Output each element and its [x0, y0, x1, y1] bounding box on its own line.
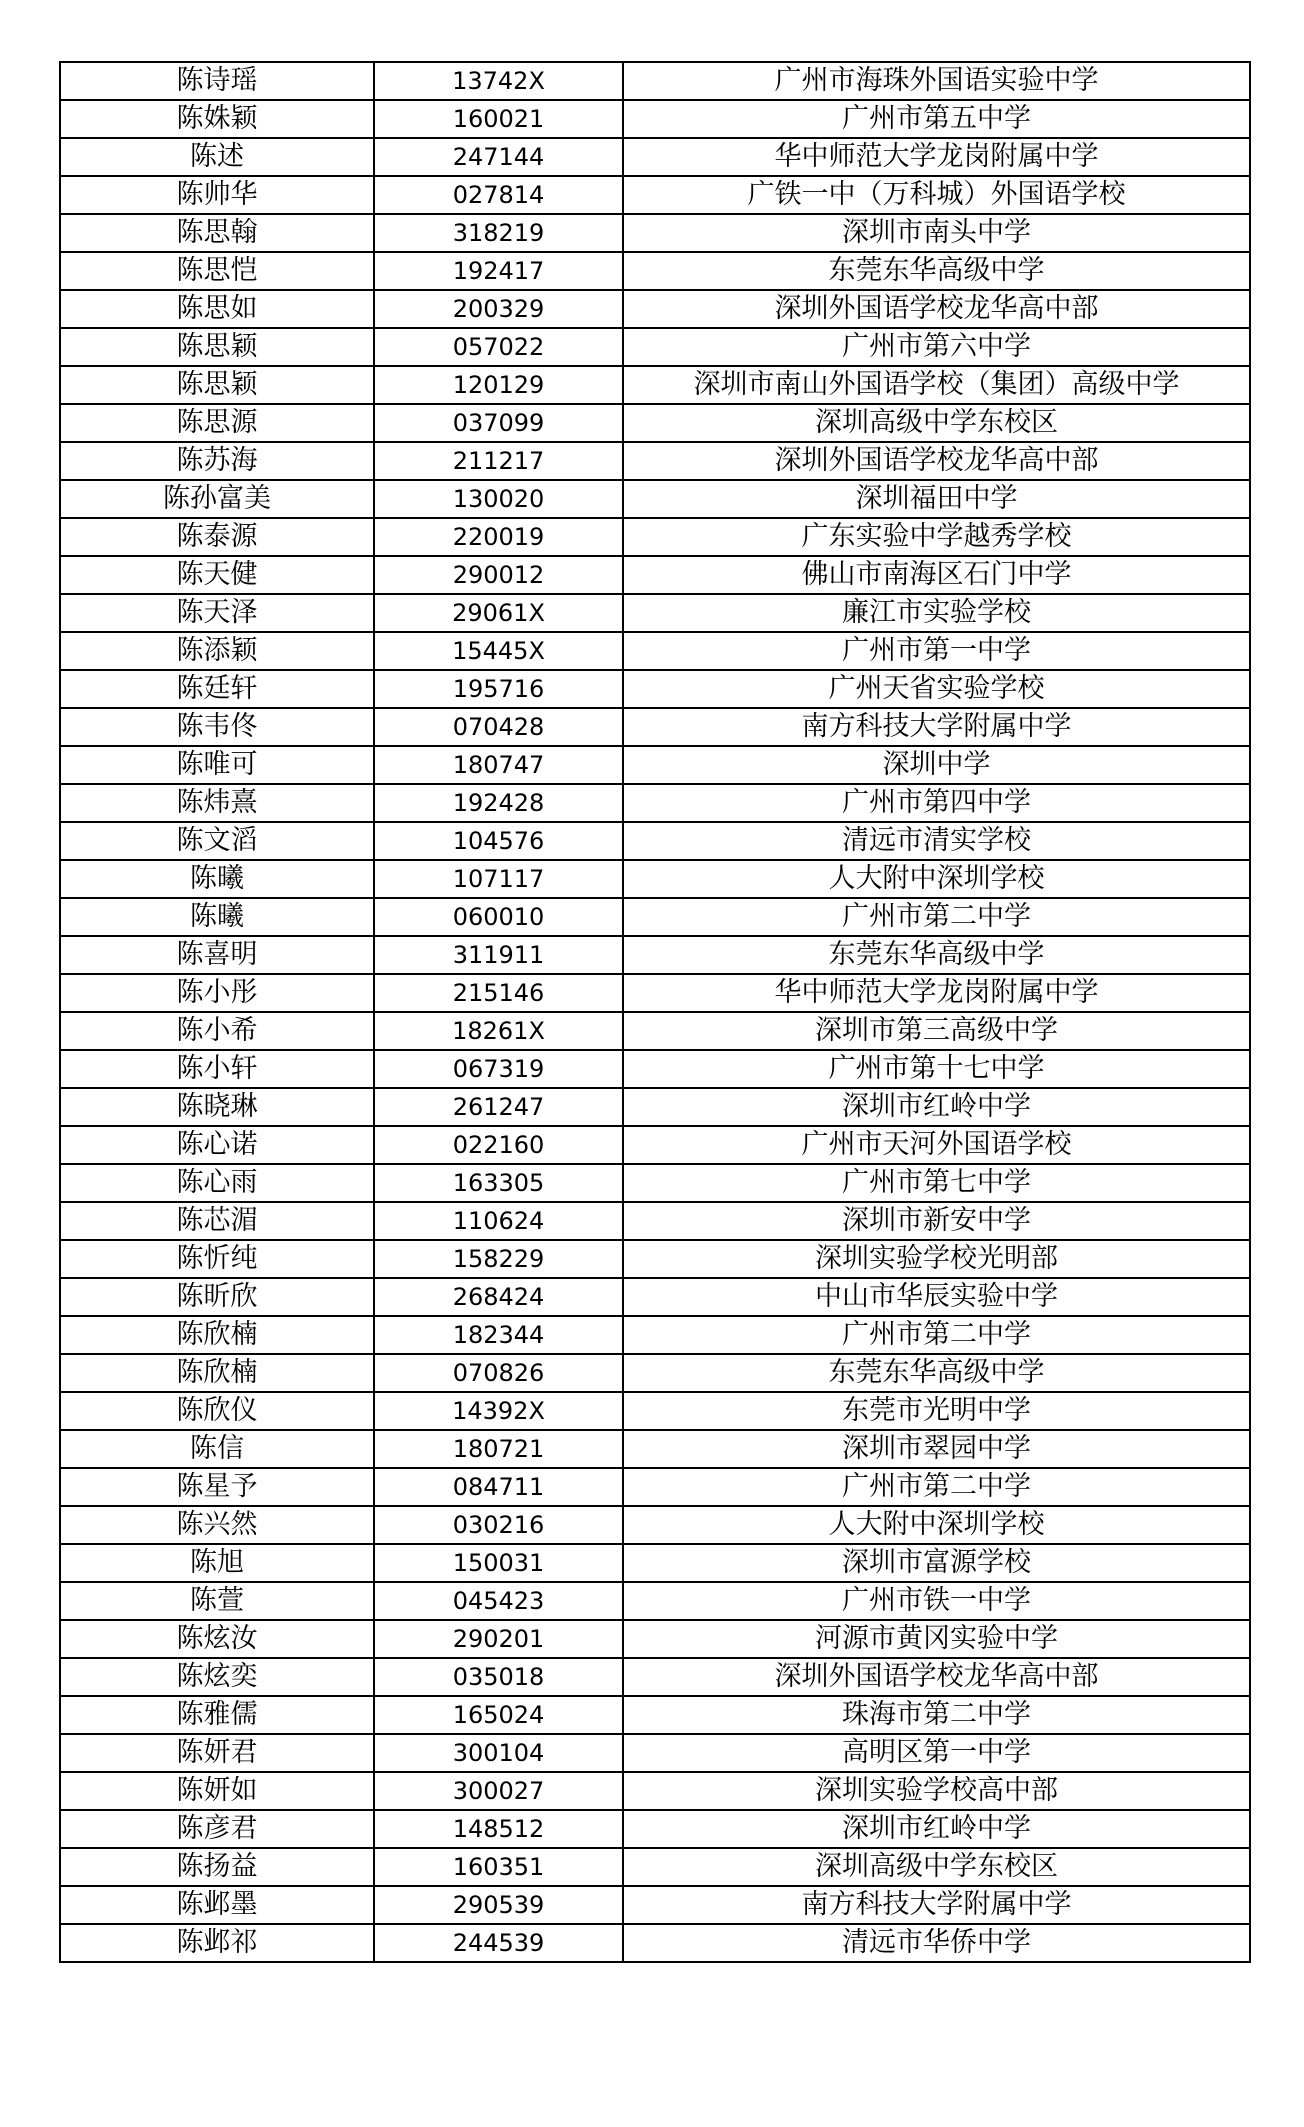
table-row: [60, 708, 1250, 746]
school-cell: 深圳高级中学东校区: [623, 1848, 1250, 1886]
student-name-cell: 陈欣楠: [60, 1316, 374, 1354]
student-name-cell: 陈小轩: [60, 1050, 374, 1088]
table-row: [60, 974, 1250, 1012]
school-cell: 高明区第一中学: [623, 1734, 1250, 1772]
table-row: [60, 290, 1250, 328]
student-name-cell: 陈萱: [60, 1582, 374, 1620]
student-id-cell: 211217: [374, 442, 623, 480]
student-id-cell: 268424: [374, 1278, 623, 1316]
table-row: [60, 556, 1250, 594]
student-name-cell: 陈思源: [60, 404, 374, 442]
student-id-cell: 300104: [374, 1734, 623, 1772]
student-id-cell: 200329: [374, 290, 623, 328]
table-row: [60, 746, 1250, 784]
table-row: [60, 1848, 1250, 1886]
student-id-cell: 192428: [374, 784, 623, 822]
student-id-cell: 182344: [374, 1316, 623, 1354]
table-row: [60, 1278, 1250, 1316]
table-row: [60, 1354, 1250, 1392]
student-id-cell: 244539: [374, 1924, 623, 1962]
student-name-cell: 陈苏海: [60, 442, 374, 480]
student-id-cell: 261247: [374, 1088, 623, 1126]
student-name-cell: 陈星予: [60, 1468, 374, 1506]
student-id-cell: 070826: [374, 1354, 623, 1392]
table-row: [60, 936, 1250, 974]
school-cell: 东莞东华高级中学: [623, 936, 1250, 974]
student-name-cell: 陈欣楠: [60, 1354, 374, 1392]
roster-body: [60, 62, 1250, 1962]
student-name-cell: 陈孙富美: [60, 480, 374, 518]
student-name-cell: 陈思恺: [60, 252, 374, 290]
student-name-cell: 陈添颖: [60, 632, 374, 670]
student-name-cell: 陈述: [60, 138, 374, 176]
student-name-cell: 陈文滔: [60, 822, 374, 860]
student-name-cell: 陈思翰: [60, 214, 374, 252]
table-row: [60, 1696, 1250, 1734]
table-row: [60, 1164, 1250, 1202]
table-row: [60, 594, 1250, 632]
table-row: [60, 176, 1250, 214]
school-cell: 广州市铁一中学: [623, 1582, 1250, 1620]
school-cell: 东莞东华高级中学: [623, 1354, 1250, 1392]
student-id-cell: 022160: [374, 1126, 623, 1164]
table-row: [60, 442, 1250, 480]
student-name-cell: 陈曦: [60, 860, 374, 898]
student-id-cell: 045423: [374, 1582, 623, 1620]
student-id-cell: 311911: [374, 936, 623, 974]
student-name-cell: 陈泰源: [60, 518, 374, 556]
student-name-cell: 陈小彤: [60, 974, 374, 1012]
school-cell: 广东实验中学越秀学校: [623, 518, 1250, 556]
student-id-cell: 060010: [374, 898, 623, 936]
table-row: [60, 898, 1250, 936]
school-cell: 深圳实验学校高中部: [623, 1772, 1250, 1810]
student-name-cell: 陈心诺: [60, 1126, 374, 1164]
student-id-cell: 035018: [374, 1658, 623, 1696]
student-name-cell: 陈诗瑶: [60, 62, 374, 100]
school-cell: 河源市黄冈实验中学: [623, 1620, 1250, 1658]
table-row: [60, 1924, 1250, 1962]
student-id-cell: 163305: [374, 1164, 623, 1202]
student-name-cell: 陈忻纯: [60, 1240, 374, 1278]
school-cell: 深圳市新安中学: [623, 1202, 1250, 1240]
school-cell: 深圳市翠园中学: [623, 1430, 1250, 1468]
school-cell: 深圳外国语学校龙华高中部: [623, 442, 1250, 480]
school-cell: 深圳市南头中学: [623, 214, 1250, 252]
student-name-cell: 陈小希: [60, 1012, 374, 1050]
school-cell: 广州市第四中学: [623, 784, 1250, 822]
student-id-cell: 195716: [374, 670, 623, 708]
student-id-cell: 192417: [374, 252, 623, 290]
table-row: [60, 366, 1250, 404]
student-id-cell: 120129: [374, 366, 623, 404]
student-name-cell: 陈喜明: [60, 936, 374, 974]
school-cell: 人大附中深圳学校: [623, 1506, 1250, 1544]
student-roster-table: [59, 61, 1251, 1963]
school-cell: 珠海市第二中学: [623, 1696, 1250, 1734]
table-row: [60, 1202, 1250, 1240]
student-name-cell: 陈天健: [60, 556, 374, 594]
school-cell: 广州市海珠外国语实验中学: [623, 62, 1250, 100]
school-cell: 东莞市光明中学: [623, 1392, 1250, 1430]
student-name-cell: 陈妍君: [60, 1734, 374, 1772]
student-name-cell: 陈炫奕: [60, 1658, 374, 1696]
table-row: [60, 480, 1250, 518]
school-cell: 广州市第二中学: [623, 898, 1250, 936]
student-id-cell: 290201: [374, 1620, 623, 1658]
table-row: [60, 1316, 1250, 1354]
student-name-cell: 陈邺祁: [60, 1924, 374, 1962]
school-cell: 华中师范大学龙岗附属中学: [623, 974, 1250, 1012]
school-cell: 广州市天河外国语学校: [623, 1126, 1250, 1164]
student-name-cell: 陈欣仪: [60, 1392, 374, 1430]
student-id-cell: 290012: [374, 556, 623, 594]
student-name-cell: 陈思如: [60, 290, 374, 328]
school-cell: 深圳外国语学校龙华高中部: [623, 290, 1250, 328]
table-row: [60, 860, 1250, 898]
student-id-cell: 160351: [374, 1848, 623, 1886]
student-id-cell: 148512: [374, 1810, 623, 1848]
student-id-cell: 165024: [374, 1696, 623, 1734]
school-cell: 东莞东华高级中学: [623, 252, 1250, 290]
school-cell: 广州市第五中学: [623, 100, 1250, 138]
school-cell: 深圳市第三高级中学: [623, 1012, 1250, 1050]
school-cell: 深圳市南山外国语学校（集团）高级中学: [623, 366, 1250, 404]
table-row: [60, 1430, 1250, 1468]
student-id-cell: 180747: [374, 746, 623, 784]
table-row: [60, 1126, 1250, 1164]
student-id-cell: 037099: [374, 404, 623, 442]
student-id-cell: 14392X: [374, 1392, 623, 1430]
school-cell: 清远市华侨中学: [623, 1924, 1250, 1962]
student-id-cell: 180721: [374, 1430, 623, 1468]
table-row: [60, 252, 1250, 290]
student-name-cell: 陈思颖: [60, 328, 374, 366]
table-row: [60, 1506, 1250, 1544]
student-name-cell: 陈邺墨: [60, 1886, 374, 1924]
student-name-cell: 陈廷轩: [60, 670, 374, 708]
school-cell: 深圳高级中学东校区: [623, 404, 1250, 442]
student-id-cell: 158229: [374, 1240, 623, 1278]
table-row: [60, 1240, 1250, 1278]
student-id-cell: 160021: [374, 100, 623, 138]
student-name-cell: 陈思颖: [60, 366, 374, 404]
school-cell: 广州市第二中学: [623, 1316, 1250, 1354]
table-row: [60, 1620, 1250, 1658]
table-row: [60, 1582, 1250, 1620]
student-id-cell: 067319: [374, 1050, 623, 1088]
student-name-cell: 陈炜熹: [60, 784, 374, 822]
table-row: [60, 138, 1250, 176]
school-cell: 深圳市富源学校: [623, 1544, 1250, 1582]
student-name-cell: 陈天泽: [60, 594, 374, 632]
student-name-cell: 陈唯可: [60, 746, 374, 784]
student-id-cell: 13742X: [374, 62, 623, 100]
student-id-cell: 070428: [374, 708, 623, 746]
student-id-cell: 104576: [374, 822, 623, 860]
table-row: [60, 62, 1250, 100]
school-cell: 广州市第二中学: [623, 1468, 1250, 1506]
student-name-cell: 陈彦君: [60, 1810, 374, 1848]
school-cell: 广州天省实验学校: [623, 670, 1250, 708]
table-row: [60, 1468, 1250, 1506]
table-row: [60, 632, 1250, 670]
school-cell: 广州市第六中学: [623, 328, 1250, 366]
student-id-cell: 057022: [374, 328, 623, 366]
table-row: [60, 1658, 1250, 1696]
school-cell: 南方科技大学附属中学: [623, 708, 1250, 746]
student-id-cell: 290539: [374, 1886, 623, 1924]
school-cell: 华中师范大学龙岗附属中学: [623, 138, 1250, 176]
table-row: [60, 328, 1250, 366]
table-row: [60, 670, 1250, 708]
school-cell: 深圳实验学校光明部: [623, 1240, 1250, 1278]
school-cell: 深圳市红岭中学: [623, 1088, 1250, 1126]
student-id-cell: 084711: [374, 1468, 623, 1506]
school-cell: 佛山市南海区石门中学: [623, 556, 1250, 594]
table-row: [60, 1810, 1250, 1848]
student-name-cell: 陈芯湄: [60, 1202, 374, 1240]
student-id-cell: 220019: [374, 518, 623, 556]
student-id-cell: 215146: [374, 974, 623, 1012]
table-row: [60, 1088, 1250, 1126]
student-name-cell: 陈曦: [60, 898, 374, 936]
student-id-cell: 150031: [374, 1544, 623, 1582]
student-name-cell: 陈韦佟: [60, 708, 374, 746]
student-name-cell: 陈姝颖: [60, 100, 374, 138]
table-row: [60, 822, 1250, 860]
student-name-cell: 陈晓琳: [60, 1088, 374, 1126]
student-id-cell: 15445X: [374, 632, 623, 670]
student-name-cell: 陈妍如: [60, 1772, 374, 1810]
table-row: [60, 1544, 1250, 1582]
table-row: [60, 1050, 1250, 1088]
school-cell: 中山市华辰实验中学: [623, 1278, 1250, 1316]
student-name-cell: 陈昕欣: [60, 1278, 374, 1316]
student-id-cell: 027814: [374, 176, 623, 214]
school-cell: 人大附中深圳学校: [623, 860, 1250, 898]
school-cell: 南方科技大学附属中学: [623, 1886, 1250, 1924]
student-name-cell: 陈心雨: [60, 1164, 374, 1202]
student-id-cell: 110624: [374, 1202, 623, 1240]
school-cell: 深圳外国语学校龙华高中部: [623, 1658, 1250, 1696]
student-name-cell: 陈炫汝: [60, 1620, 374, 1658]
student-name-cell: 陈帅华: [60, 176, 374, 214]
school-cell: 广铁一中（万科城）外国语学校: [623, 176, 1250, 214]
student-id-cell: 130020: [374, 480, 623, 518]
student-id-cell: 107117: [374, 860, 623, 898]
student-name-cell: 陈扬益: [60, 1848, 374, 1886]
student-id-cell: 18261X: [374, 1012, 623, 1050]
student-id-cell: 247144: [374, 138, 623, 176]
student-id-cell: 030216: [374, 1506, 623, 1544]
student-id-cell: 29061X: [374, 594, 623, 632]
table-row: [60, 784, 1250, 822]
school-cell: 广州市第一中学: [623, 632, 1250, 670]
table-row: [60, 518, 1250, 556]
student-name-cell: 陈旭: [60, 1544, 374, 1582]
table-row: [60, 100, 1250, 138]
table-row: [60, 1734, 1250, 1772]
table-row: [60, 1772, 1250, 1810]
student-name-cell: 陈信: [60, 1430, 374, 1468]
table-row: [60, 1012, 1250, 1050]
table-row: [60, 1886, 1250, 1924]
student-id-cell: 300027: [374, 1772, 623, 1810]
table-row: [60, 1392, 1250, 1430]
school-cell: 深圳市红岭中学: [623, 1810, 1250, 1848]
school-cell: 清远市清实学校: [623, 822, 1250, 860]
school-cell: 深圳中学: [623, 746, 1250, 784]
student-name-cell: 陈雅儒: [60, 1696, 374, 1734]
table-row: [60, 214, 1250, 252]
student-id-cell: 318219: [374, 214, 623, 252]
school-cell: 深圳福田中学: [623, 480, 1250, 518]
table-row: [60, 404, 1250, 442]
student-name-cell: 陈兴然: [60, 1506, 374, 1544]
school-cell: 广州市第七中学: [623, 1164, 1250, 1202]
school-cell: 广州市第十七中学: [623, 1050, 1250, 1088]
school-cell: 廉江市实验学校: [623, 594, 1250, 632]
